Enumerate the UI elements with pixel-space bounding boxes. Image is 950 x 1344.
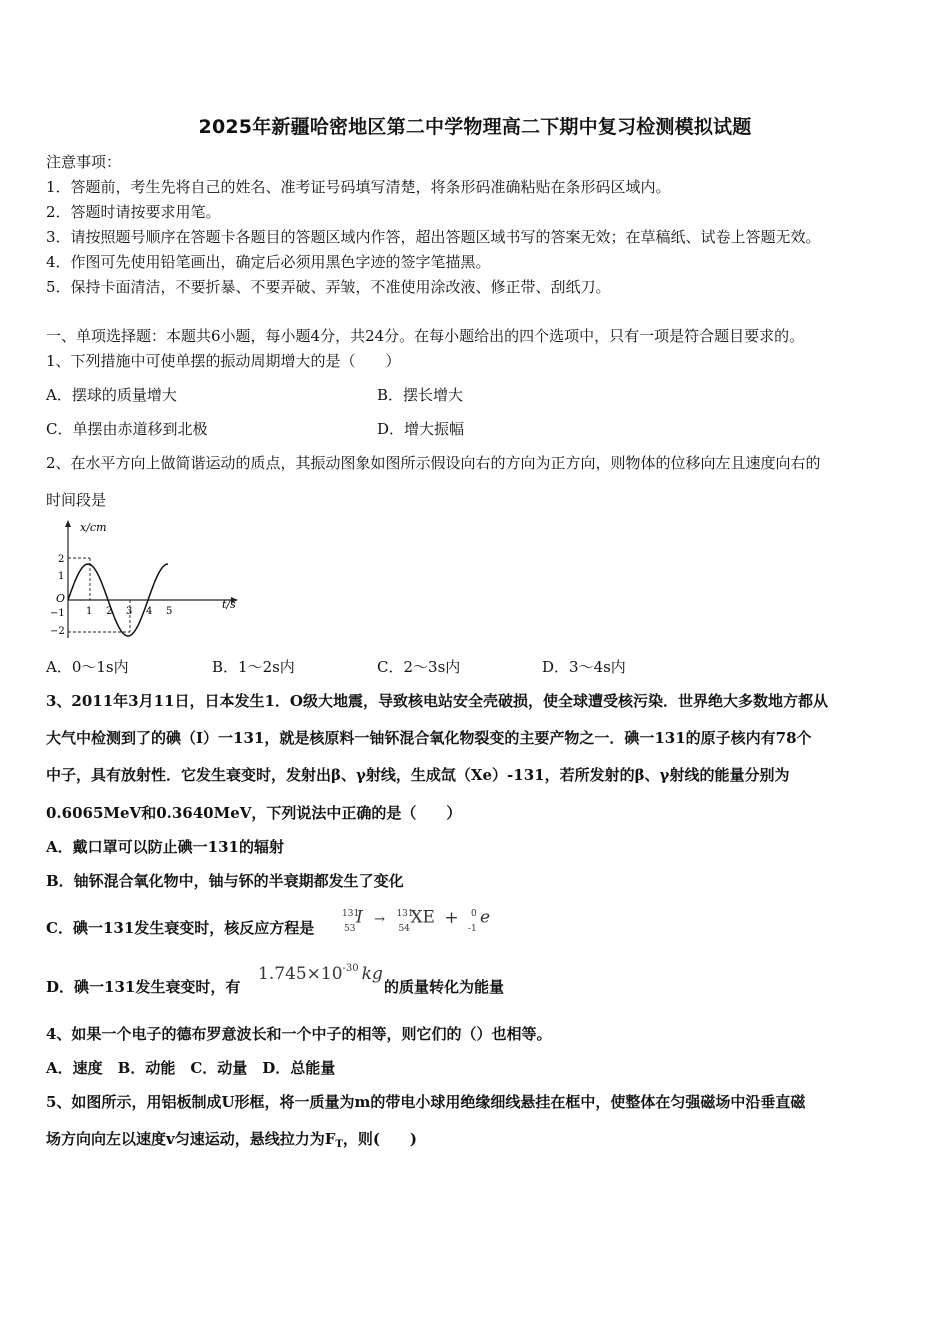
q3-option-c: [46, 918, 314, 938]
q2-option-d: D．3～4s内: [542, 658, 626, 676]
y-tick-2: 2: [58, 554, 65, 565]
notice-item-4: 4．作图可先使用铅笔画出，确定后必须用黑色字迹的签字笔描黑。: [46, 253, 491, 271]
q4-options: A．速度 B．动能 C．动量 D．总能量: [46, 1059, 336, 1077]
q5-stem-line-1: 5、如图所示，用铝板制成U形框，将一质量为m的带电小球用绝缘细线悬挂在框中，使整体在匀强磁场中沿垂直磁: [46, 1093, 806, 1111]
notice-item-3: 3．请按照题号顺序在答题卡各题目的答题区域内作答，超出答题区域书写的答案无效；在草稿纸、试卷上答题无效。: [46, 228, 821, 246]
x-tick-3: 3: [126, 606, 133, 617]
page-title: 2025年新疆哈密地区第二中学物理高二下期中复习检测模拟试题: [198, 116, 752, 138]
origin-label: O: [56, 592, 66, 605]
tension-subscript: T: [335, 1139, 343, 1150]
iodine-symbol: I: [356, 907, 363, 928]
q1-option-a: A．摆球的质量增大: [46, 386, 177, 404]
notice-heading: 注意事项：: [46, 153, 122, 171]
q3-stem-line-3: 中子，具有放射性．它发生衰变时，发射出β、γ射线，生成氙（Xe）-131，若所发射的β、γ射线的能量分别为: [46, 766, 790, 784]
q1-stem: 1、下列措施中可使单摆的振动周期增大的是（ ）: [46, 352, 401, 370]
q2-option-a: A．0～1s内: [46, 658, 129, 676]
section-heading: 一、单项选择题：本题共6小题，每小题4分，共24分。在每小题给出的四个选项中，只有一项是符合题目要求的。: [46, 327, 805, 345]
x-tick-2: 2: [106, 606, 113, 617]
mass-unit: kg: [361, 964, 383, 984]
q1-option-d: D．增大振幅: [377, 420, 465, 438]
q1-option-b: B．摆长增大: [377, 386, 464, 404]
q3-option-a: A．戴口罩可以防止碘一131的辐射: [46, 838, 284, 856]
electron-charge-number: -1: [468, 924, 477, 934]
q3-option-d-prefix: D．碘一131发生衰变时，有: [46, 978, 241, 996]
q3-option-d-suffix: 的质量转化为能量: [384, 978, 505, 996]
plus-sign: +: [444, 907, 459, 928]
x-tick-4: 4: [146, 606, 153, 617]
x-tick-1: 1: [86, 606, 93, 617]
q3-stem-line-2: 大气中检测到了的碘（I）一131，就是核原料一铀钚混合氧化物裂变的主要产物之一．碘一131的原子核内有78个: [46, 729, 812, 747]
mass-value: 1.745×10: [258, 964, 343, 984]
notice-item-1: 1．答题前，考生先将自己的姓名、准考证号码填写清楚，将条形码准确粘贴在条形码区域内。: [46, 178, 671, 196]
q5-stem-line-2: [46, 1129, 417, 1152]
q1-option-c: C．单摆由赤道移到北极: [46, 420, 208, 438]
y-tick-1: 1: [58, 571, 65, 582]
xenon-symbol: XE: [410, 907, 435, 928]
q2-stem-line-1: 2、在水平方向上做简谐运动的质点，其振动图象如图所示假设向右的方向为正方向，则物体的位移向左且速度向右的: [46, 454, 821, 472]
oscillation-graph: [44, 516, 244, 646]
y-tick-neg1: −1: [50, 608, 65, 619]
xenon-atomic-number: 54: [398, 924, 410, 934]
q3-mass-formula: [258, 964, 383, 987]
q4-stem: 4、如果一个电子的德布罗意波长和一个中子的相等，则它们的（）也相等。: [46, 1025, 552, 1043]
mass-exponent: -30: [342, 963, 359, 974]
electron-mass-number: 0: [471, 909, 477, 919]
electron-symbol: e: [480, 907, 491, 928]
q3-option-b: B．铀钚混合氧化物中，铀与钚的半衰期都发生了变化: [46, 872, 404, 890]
x-axis-label: t/s: [222, 598, 236, 611]
x-tick-5: 5: [166, 606, 173, 617]
q3-stem-line-4: 0.6065MeV和0.3640MeV，下列说法中正确的是（ ）: [46, 804, 462, 822]
reaction-arrow: →: [374, 911, 386, 927]
xenon-mass-number: 131: [396, 909, 414, 919]
q3-stem-line-1: 3、2011年3月11日，日本发生1．O级大地震，导致核电站安全壳破损，使全球遭受核污染．世界绝大多数地方都从: [46, 692, 829, 710]
y-axis-arrow: [65, 520, 71, 527]
iodine-atomic-number: 53: [344, 924, 356, 934]
q2-stem-line-2: 时间段是: [46, 491, 107, 509]
notice-item-2: 2．答题时请按要求用笔。: [46, 203, 221, 221]
q2-option-c: C．2～3s内: [377, 658, 461, 676]
iodine-mass-number: 131: [342, 909, 360, 919]
q3-option-c-text: C．碘一131发生衰变时，核反应方程是: [46, 919, 315, 937]
q3-reaction-equation: [342, 906, 491, 934]
q2-option-b: B．1～2s内: [212, 658, 295, 676]
notice-item-5: 5．保持卡面清洁，不要折暴、不要弄破、弄皱，不准使用涂改液、修正带、刮纸刀。: [46, 278, 611, 296]
q5-stem-tail: ，则( ): [342, 1130, 418, 1148]
q5-stem-text: 场方向向左以速度v匀速运动，悬线拉力为F: [46, 1130, 336, 1148]
y-axis-label: x/cm: [80, 521, 107, 534]
y-tick-neg2: −2: [50, 626, 65, 637]
